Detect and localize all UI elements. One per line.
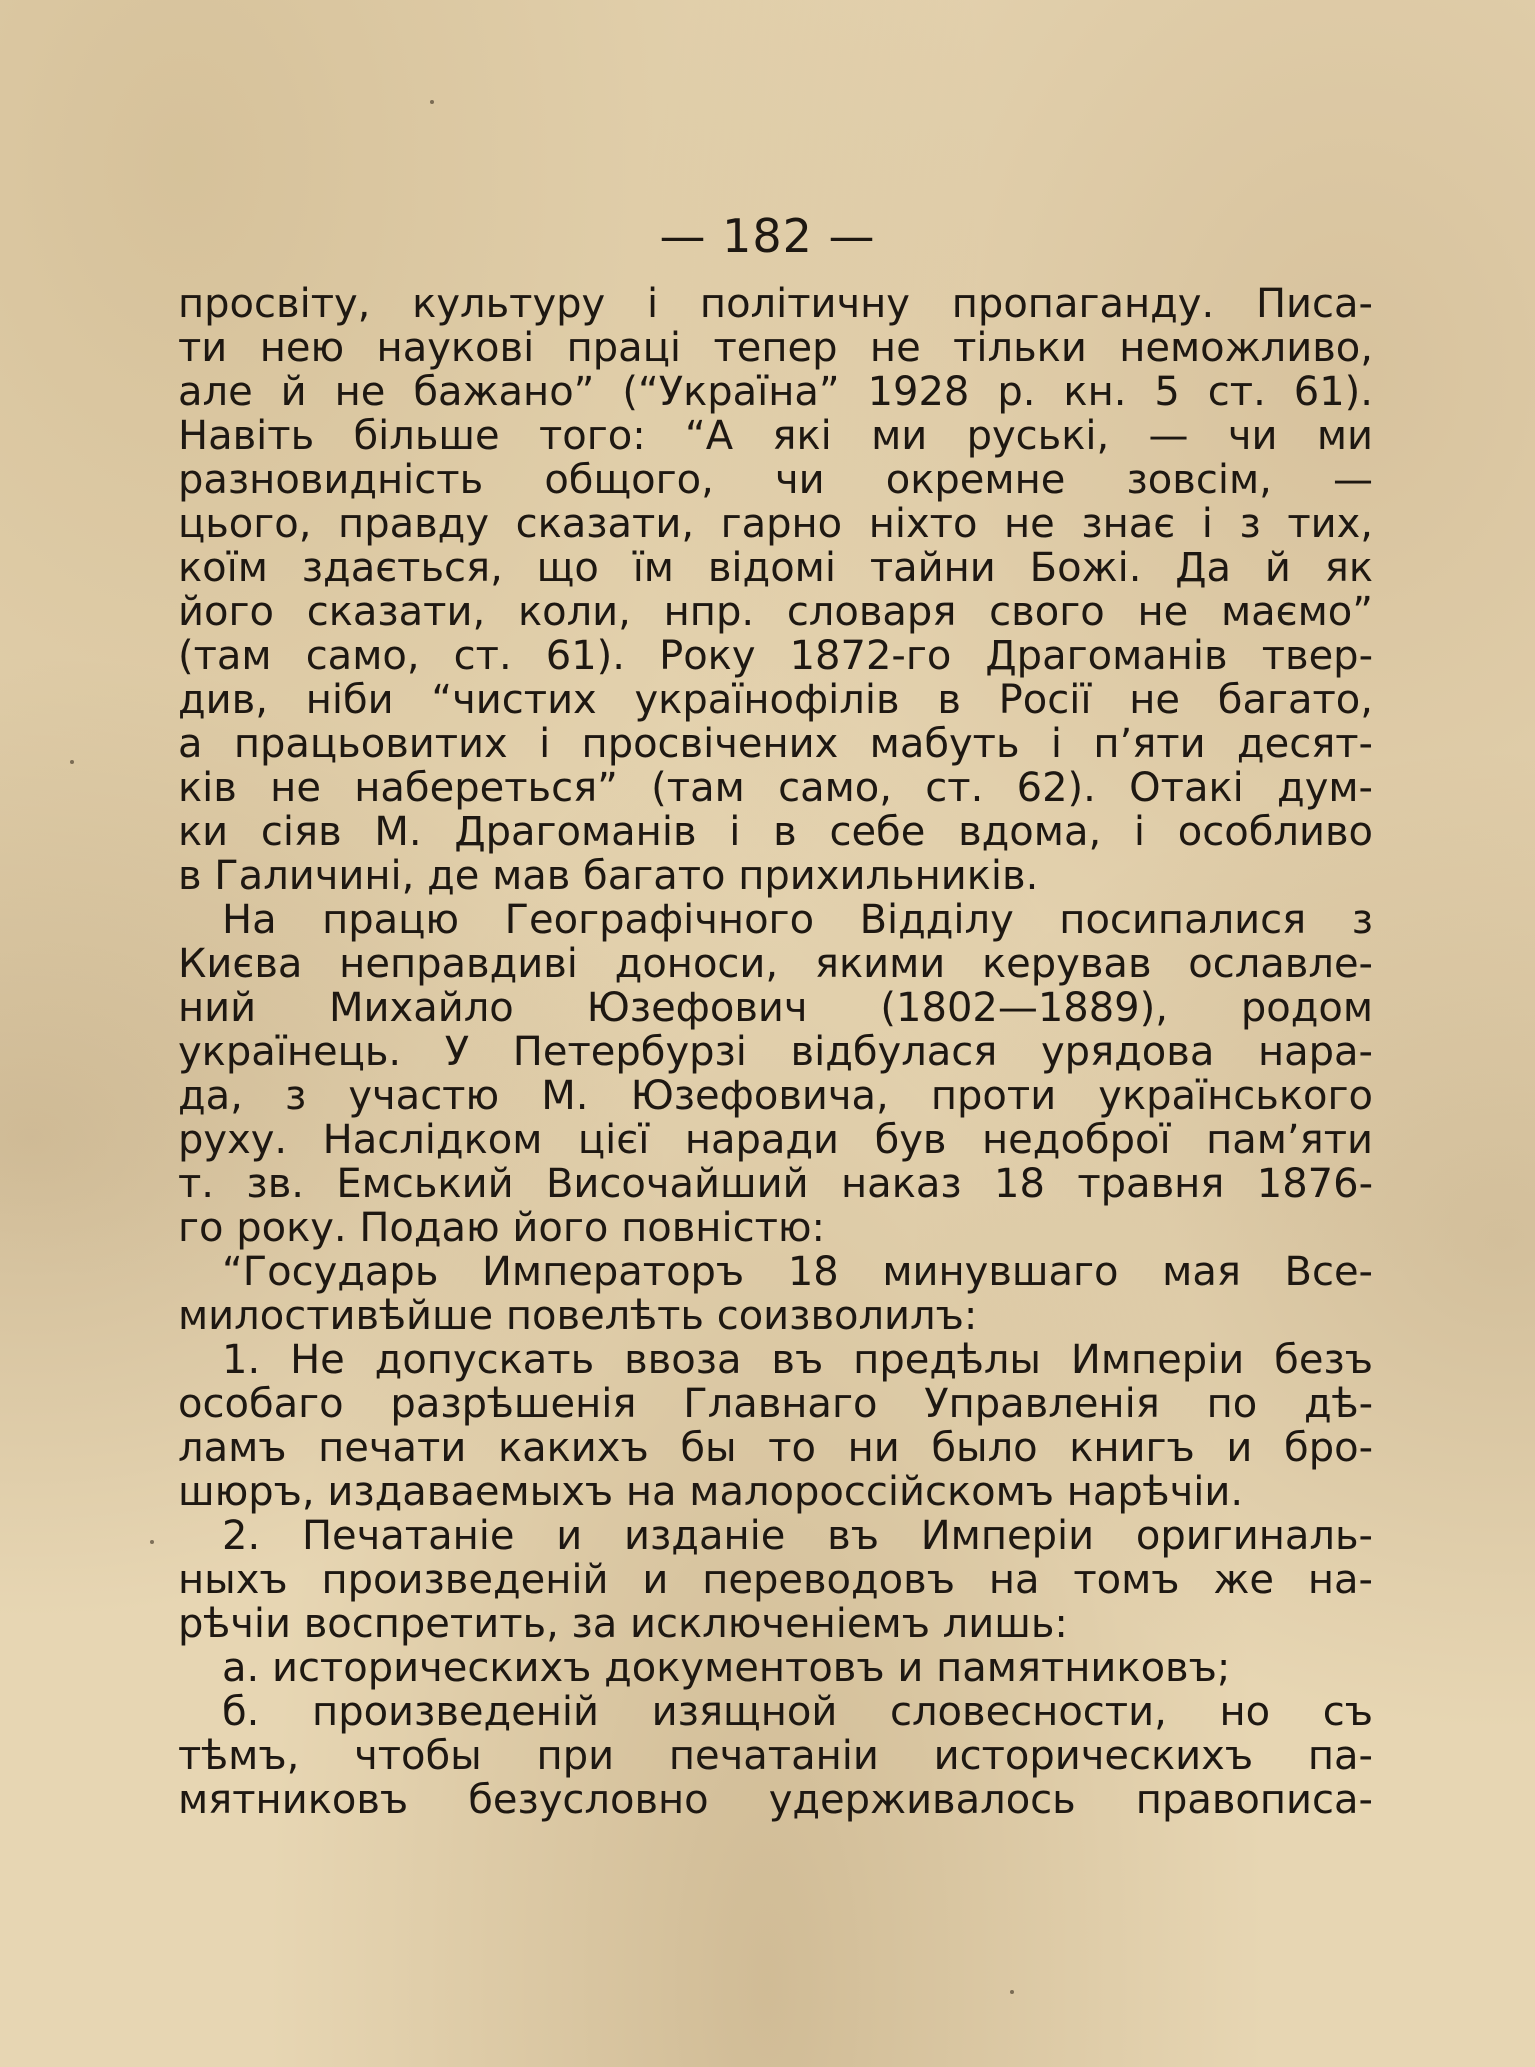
text-line: да, з участю М. Юзефовича, проти українського — [178, 1074, 1373, 1118]
text-line: рѣчіи воспретить, за исключеніемъ лишь: — [178, 1602, 1068, 1646]
text-line: (там само, ст. 61). Року 1872-го Драгоманів твер- — [178, 634, 1373, 678]
text-line: див, ніби “чистих українофілів в Росії не багато, — [178, 678, 1373, 722]
text-line: Києва неправдиві доноси, якими керував ославле- — [178, 942, 1373, 986]
text-line: а працьовитих і просвічених мабуть і п’яти десят- — [178, 722, 1373, 766]
text-line: б. произведеній изящной словесности, но съ — [222, 1690, 1373, 1734]
text-line: 2. Печатаніе и изданіе въ Имперіи оригиналь- — [222, 1514, 1373, 1558]
text-line: просвіту, культуру і політичну пропаганду. Писа- — [178, 282, 1373, 326]
text-line: На працю Географічного Відділу посипалися з — [222, 898, 1373, 942]
text-line: ламъ печати какихъ бы то ни было книгъ и бро- — [178, 1426, 1373, 1470]
ink-speck — [430, 100, 434, 104]
text-line: “Государь Императоръ 18 минувшаго мая Все- — [222, 1250, 1373, 1294]
text-line: ти нею наукові праці тепер не тільки неможливо, — [178, 326, 1373, 370]
text-line: ныхъ произведеній и переводовъ на томъ же на- — [178, 1558, 1373, 1602]
text-line: мятниковъ безусловно удерживалось правописа- — [178, 1778, 1373, 1822]
text-line: го року. Подаю його повністю: — [178, 1206, 826, 1250]
text-line: руху. Наслідком цієї наради був недоброї пам’яти — [178, 1118, 1373, 1162]
body-text — [178, 282, 1373, 1822]
text-line: шюръ, издаваемыхъ на малороссійскомъ нарѣчіи. — [178, 1470, 1244, 1514]
text-line: т. зв. Емський Височайший наказ 18 травня 1876- — [178, 1162, 1373, 1206]
text-line: разновидність общого, чи окремне зовсім, — — [178, 458, 1373, 502]
ink-speck — [150, 1540, 154, 1544]
text-line: особаго разрѣшенія Главнаго Управленія по дѣ- — [178, 1382, 1373, 1426]
text-line: ний Михайло Юзефович (1802—1889), родом — [178, 986, 1373, 1030]
text-line: його сказати, коли, нпр. словаря свого не маємо” — [178, 590, 1373, 634]
text-line: милостивѣйше повелѣть соизволилъ: — [178, 1294, 978, 1338]
text-line: українець. У Петербурзі відбулася урядова нара- — [178, 1030, 1373, 1074]
text-line: в Галичині, де мав багато прихильників. — [178, 854, 1039, 898]
ink-speck — [70, 760, 74, 764]
text-line: цього, правду сказати, гарно ніхто не знає і з тих, — [178, 502, 1373, 546]
page-number: — 182 — — [659, 209, 876, 263]
ink-speck — [1010, 1990, 1014, 1994]
text-line: 1. Не допускать ввоза въ предѣлы Имперіи безъ — [222, 1338, 1373, 1382]
text-line: ків не набереться” (там само, ст. 62). Отакі дум- — [178, 766, 1373, 810]
text-line: але й не бажано” (“Україна” 1928 р. кн. 5 ст. 61). — [178, 370, 1373, 414]
text-line: а. историческихъ документовъ и памятниковъ; — [222, 1646, 1231, 1690]
text-line: ки сіяв М. Драгоманів і в себе вдома, і особливо — [178, 810, 1373, 854]
text-line: тѣмъ, чтобы при печатаніи историческихъ па- — [178, 1734, 1373, 1778]
text-line: коїм здається, що їм відомі тайни Божі. Да й як — [178, 546, 1373, 590]
text-line: Навіть більше того: “А які ми руські, — чи ми — [178, 414, 1373, 458]
